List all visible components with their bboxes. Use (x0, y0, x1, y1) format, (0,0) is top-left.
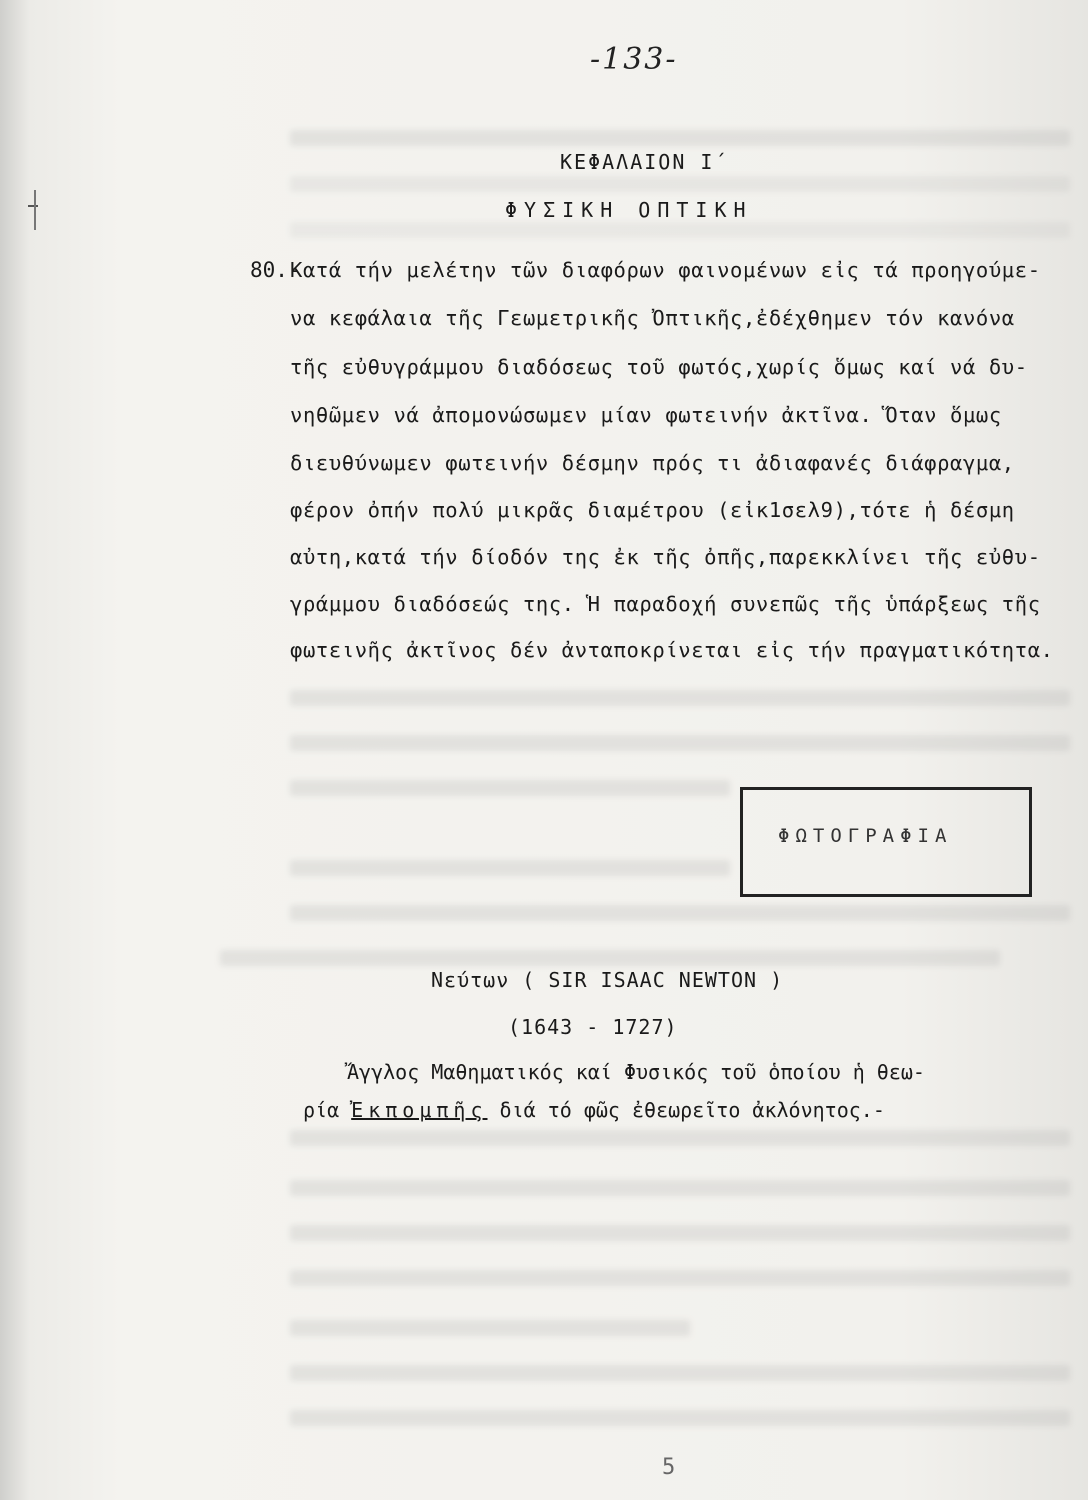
show-through (290, 176, 1070, 192)
show-through (290, 1225, 1070, 1241)
margin-mark (28, 205, 38, 207)
chapter-heading: ΚΕΦΑΛΑΙΟΝ Ι΄ (560, 150, 729, 174)
page-number: -133- (590, 42, 678, 77)
show-through (290, 735, 1070, 751)
show-through (220, 950, 1000, 966)
footer-mark: 5 (662, 1455, 676, 1480)
paragraph-line: φέρον ὀπήν πολύ μικρᾶς διαμέτρου (εἰκ1σελ9),τότε ἡ δέσμη (290, 498, 1015, 522)
paragraph-number: 80.- (250, 258, 301, 282)
newton-years: (1643 - 1727) (508, 1015, 678, 1039)
show-through (290, 1320, 690, 1336)
show-through (290, 1410, 1070, 1426)
newton-description-line: Ἄγγλος Μαθηματικός καί Φυσικός τοῦ ὁποίου ἡ θεω- (347, 1060, 925, 1084)
show-through (290, 905, 1070, 921)
paragraph-line: τῆς εὐθυγράμμου διαδόσεως τοῦ φωτός,χωρίς ὅμως καί νά δυ- (290, 355, 1028, 379)
show-through (290, 1270, 1070, 1286)
paragraph-line: διευθύνωμεν φωτεινήν δέσμην πρός τι ἀδιαφανές διάφραγμα, (290, 451, 1015, 475)
show-through (290, 1180, 1070, 1196)
desc-text: ρία (303, 1098, 352, 1122)
paragraph-line: φωτεινῆς ἀκτῖνος δέν ἀνταποκρίνεται εἰς τήν πραγματικότητα. (290, 638, 1054, 662)
newton-description-line (303, 1098, 885, 1122)
show-through (290, 1365, 1070, 1381)
show-through (290, 130, 1070, 146)
show-through (290, 860, 730, 876)
show-through (290, 222, 1070, 238)
desc-text: διά τό φῶς ἐθεωρεῖτο ἀκλόνητος.- (487, 1098, 885, 1122)
paragraph-line: αὐτη,κατά τήν δίοδόν της ἐκ τῆς ὀπῆς,παρεκκλίνει τῆς εὐθυ- (290, 545, 1041, 569)
show-through (290, 780, 730, 796)
margin-mark (34, 190, 36, 230)
emission-term: Ἐκπομπῆς (351, 1098, 488, 1122)
show-through (290, 690, 1070, 706)
section-title: ΦΥΣΙΚΗ ΟΠΤΙΚΗ (505, 198, 753, 222)
show-through (290, 1130, 1070, 1146)
paragraph-line: να κεφάλαια τῆς Γεωμετρικῆς Ὀπτικῆς,ἐδέχθημεν τόν κανόνα (290, 306, 1015, 330)
newton-name: Νεύτων ( SIR ISAAC NEWTON ) (431, 968, 784, 992)
paragraph-line: νηθῶμεν νά ἀπομονώσωμεν μίαν φωτεινήν ἀκτῖνα. Ὅταν ὅμως (290, 403, 1002, 427)
paragraph-line: Κατά τήν μελέτην τῶν διαφόρων φαινομένων εἰς τά προηγούμε- (290, 258, 1041, 282)
photo-placeholder-label: ΦΩΤΟΓΡΑΦΙΑ (778, 825, 953, 847)
paragraph-line: γράμμου διαδόσεώς της. Ἡ παραδοχή συνεπῶς τῆς ὑπάρξεως τῆς (290, 592, 1041, 616)
